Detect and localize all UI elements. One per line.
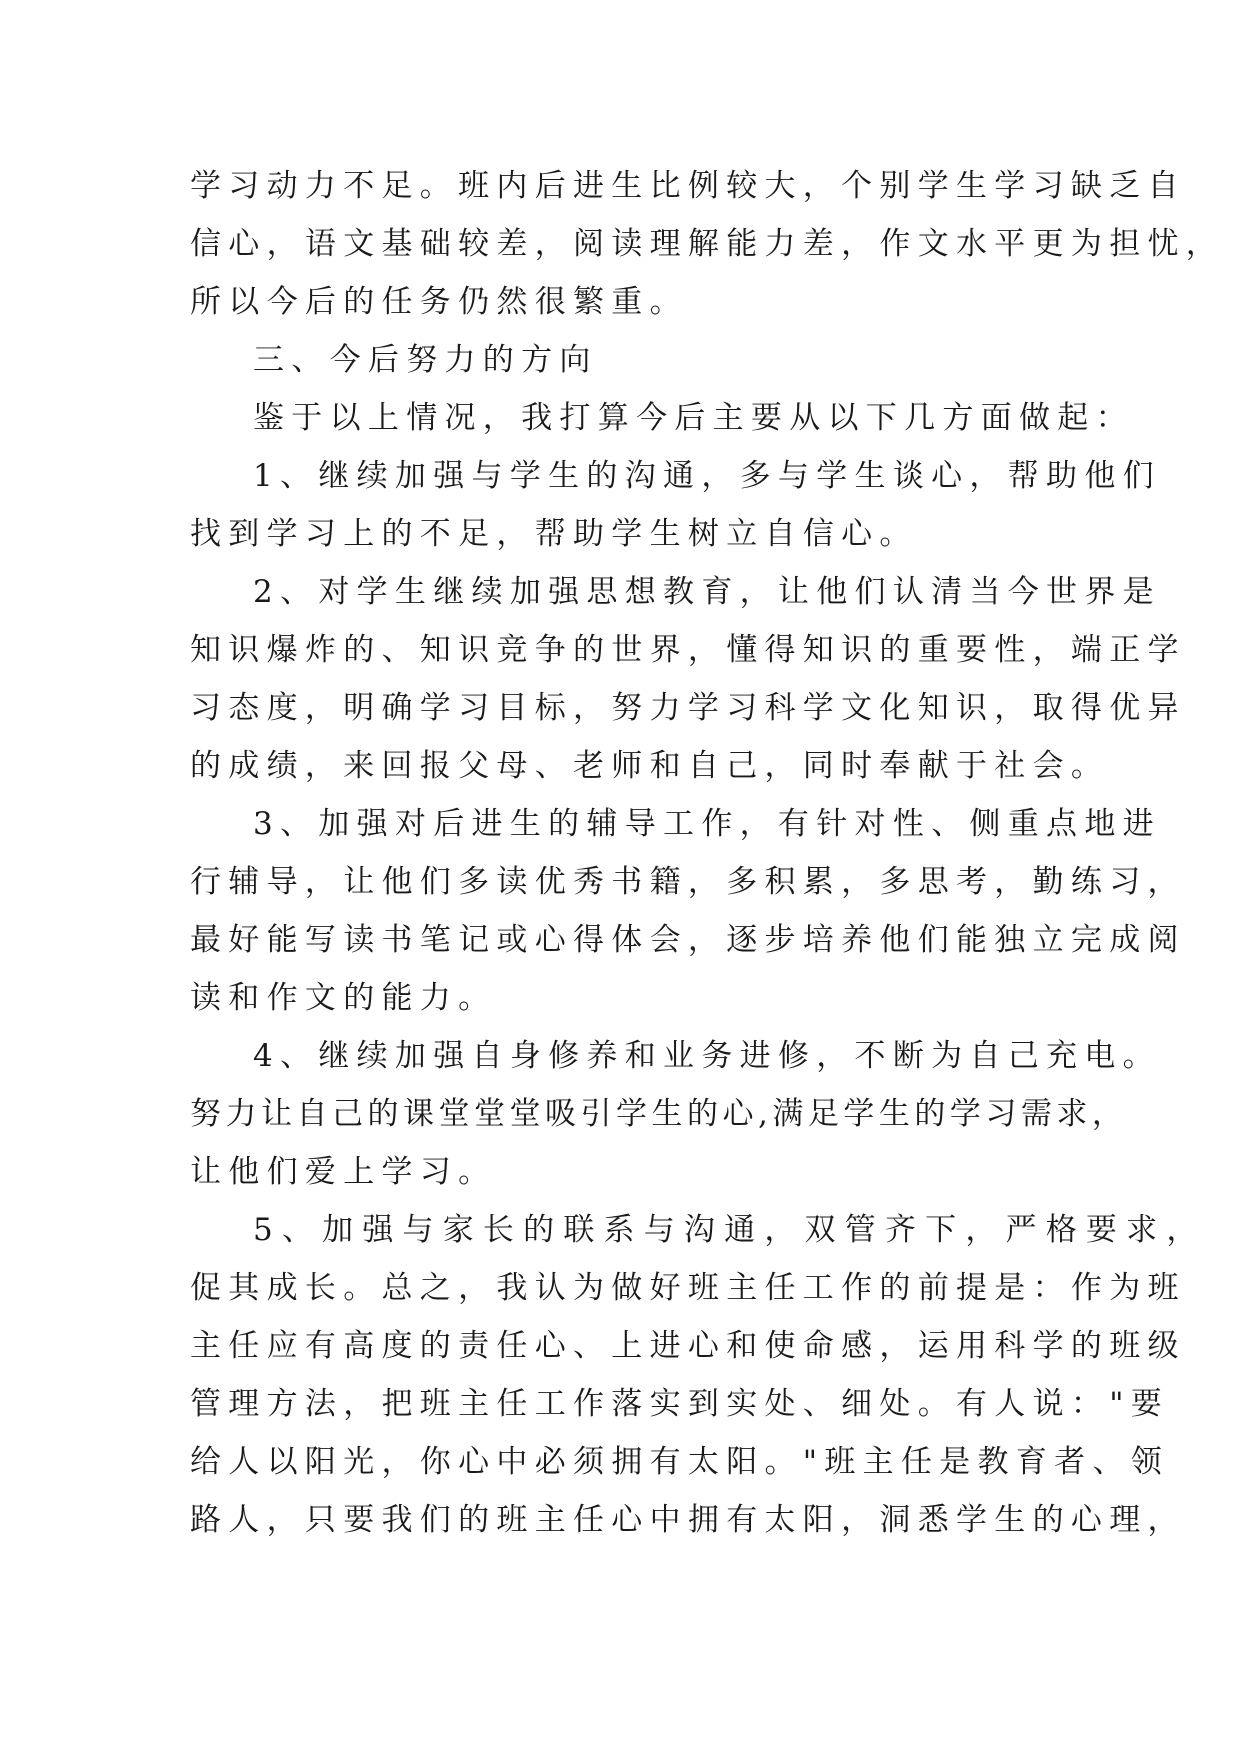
text-line: 努力让自己的课堂堂堂吸引学生的心,满足学生的学习需求， [190,1096,1128,1132]
list-item-5: 5、加强与家长的联系与沟通，双管齐下，严格要求， [253,1212,1207,1248]
text-line: 让他们爱上学习。 [190,1154,497,1190]
text-line: 知识爆炸的、知识竞争的世界，懂得知识的重要性，端正学 [190,632,1186,668]
text-line: 行辅导，让他们多读优秀书籍，多积累，多思考，勤练习， [190,864,1186,900]
section-heading: 三、今后努力的方向 [253,342,598,378]
text-line: 主任应有高度的责任心、上进心和使命感，运用科学的班级 [190,1328,1186,1364]
list-item-4: 4、继续加强自身修养和业务进修，不断为自己充电。 [253,1038,1161,1074]
text-line: 所以今后的任务仍然很繁重。 [190,284,688,320]
list-item-1: 1、继续加强与学生的沟通，多与学生谈心，帮助他们 [253,458,1161,494]
list-item-3: 3、加强对后进生的辅导工作，有针对性、侧重点地进 [253,806,1161,842]
text-line: 给人以阳光，你心中必须拥有太阳。"班主任是教育者、领 [190,1444,1170,1480]
list-item-2: 2、对学生继续加强思想教育，让他们认清当今世界是 [253,574,1161,610]
text-line: 管理方法，把班主任工作落实到实处、细处。有人说："要 [190,1386,1170,1422]
text-line: 找到学习上的不足，帮助学生树立自信心。 [190,516,918,552]
text-line: 信心，语文基础较差，阅读理解能力差，作文水平更为担忧， [190,226,1225,262]
text-line: 的成绩，来回报父母、老师和自己，同时奉献于社会。 [190,748,1110,784]
text-line: 路人，只要我们的班主任心中拥有太阳，洞悉学生的心理， [190,1502,1186,1538]
text-line: 促其成长。总之，我认为做好班主任工作的前提是：作为班 [190,1270,1186,1306]
text-line: 鉴于以上情况，我打算今后主要从以下几方面做起： [253,400,1134,436]
text-line: 最好能写读书笔记或心得体会，逐步培养他们能独立完成阅 [190,922,1186,958]
text-line: 学习动力不足。班内后进生比例较大，个别学生学习缺乏自 [190,168,1186,204]
text-line: 习态度，明确学习目标，努力学习科学文化知识，取得优异 [190,690,1186,726]
text-line: 读和作文的能力。 [190,980,497,1016]
